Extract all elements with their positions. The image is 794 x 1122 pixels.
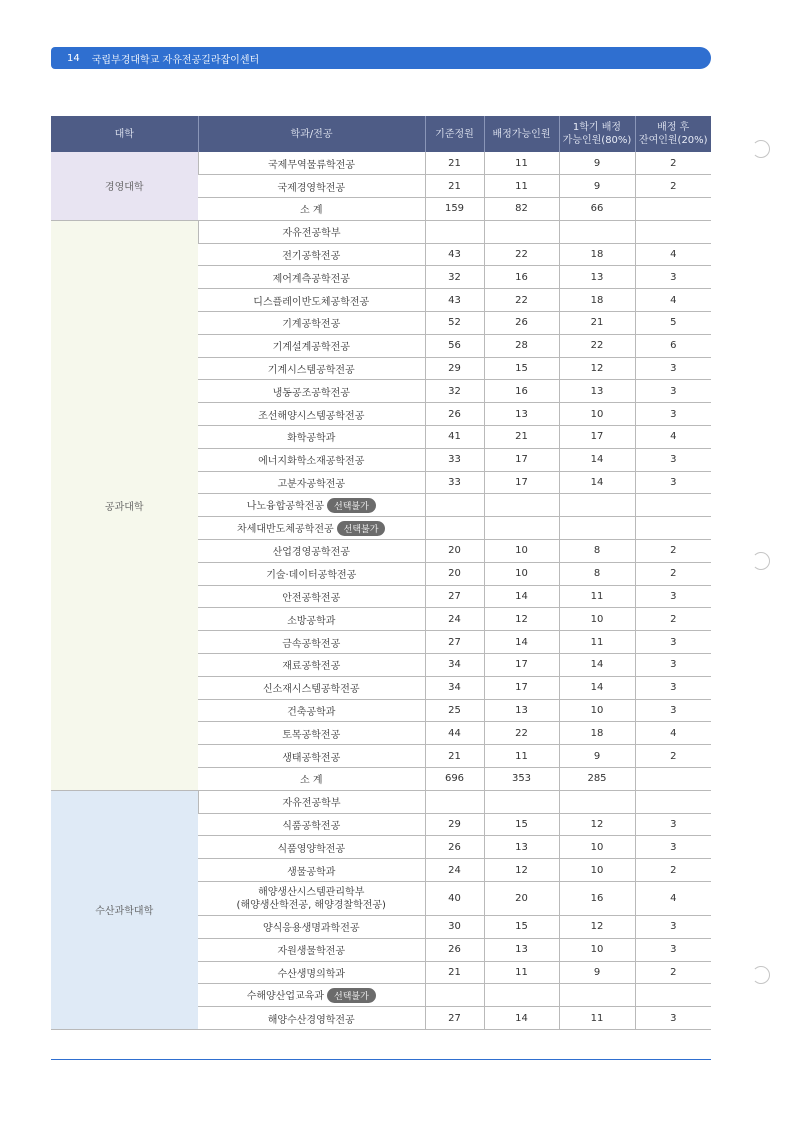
first-semester-cell: 12 [559,916,635,939]
page-header-bar [51,47,711,69]
remaining-cell: 3 [635,631,711,654]
table-row [51,152,711,175]
quota-cell: 56 [425,334,484,357]
dept-cell [198,494,425,517]
dept-name: 신소재시스템공학전공 [262,684,360,696]
assignable-cell: 14 [484,585,559,608]
quota-cell [425,790,484,813]
first-semester-cell [559,517,635,540]
table-row [51,220,711,243]
dept-name: 건축공학과 [287,707,336,719]
remaining-cell: 3 [635,357,711,380]
binder-hole-bottom [752,966,770,984]
assignable-cell: 13 [484,699,559,722]
quota-cell: 21 [425,961,484,984]
dept-cell [198,198,425,221]
dept-cell [198,768,425,791]
remaining-cell: 2 [635,175,711,198]
quota-cell: 27 [425,585,484,608]
quota-cell: 41 [425,426,484,449]
assignable-cell: 11 [484,745,559,768]
dept-cell [198,984,425,1007]
first-semester-cell: 11 [559,585,635,608]
remaining-cell: 2 [635,562,711,585]
remaining-cell: 4 [635,243,711,266]
dept-cell [198,961,425,984]
first-semester-cell: 18 [559,722,635,745]
assignable-cell: 17 [484,654,559,677]
assignable-cell: 14 [484,631,559,654]
quota-cell: 27 [425,631,484,654]
table-row [51,790,711,813]
remaining-cell [635,517,711,540]
quota-cell: 25 [425,699,484,722]
header-title: 국립부경대학교 자유전공길라잡이센터 [91,54,260,66]
remaining-cell: 3 [635,266,711,289]
remaining-cell: 2 [635,745,711,768]
dept-name: 에너지화학소재공학전공 [258,456,365,468]
assignable-cell: 21 [484,426,559,449]
assignable-cell [484,517,559,540]
first-semester-cell: 285 [559,768,635,791]
dept-cell [198,243,425,266]
first-semester-cell: 12 [559,357,635,380]
first-semester-cell: 66 [559,198,635,221]
remaining-cell: 3 [635,654,711,677]
dept-cell [198,722,425,745]
footer-divider [51,1059,711,1060]
assignable-cell: 13 [484,403,559,426]
quota-cell: 34 [425,676,484,699]
assignable-cell: 22 [484,243,559,266]
unavailable-badge: 선택불가 [327,498,376,513]
column-header: 대학 [51,116,198,152]
assignable-cell: 10 [484,562,559,585]
dept-name: 디스플레이반도체공학전공 [253,296,370,308]
dept-name: 자원생물학전공 [277,946,346,958]
dept-name: 기계설계공학전공 [272,342,350,354]
first-semester-cell: 10 [559,608,635,631]
first-semester-cell: 16 [559,882,635,916]
dept-name: 식품공학전공 [282,821,341,832]
dept-name: 조선해양시스템공학전공 [258,410,365,422]
table-body [51,152,711,1029]
dept-cell [198,540,425,563]
dept-cell [198,938,425,961]
dept-cell [198,608,425,631]
first-semester-cell: 22 [559,334,635,357]
quota-cell: 20 [425,540,484,563]
quota-cell [425,984,484,1007]
dept-cell [198,859,425,882]
quota-cell: 24 [425,859,484,882]
dept-cell [198,175,425,198]
remaining-cell: 2 [635,608,711,631]
first-semester-cell: 10 [559,836,635,859]
assignable-cell: 17 [484,676,559,699]
dept-cell [198,882,425,916]
dept-cell [198,471,425,494]
first-semester-cell: 18 [559,243,635,266]
first-semester-cell [559,984,635,1007]
first-semester-cell: 21 [559,312,635,335]
first-semester-cell: 8 [559,540,635,563]
assignable-cell: 15 [484,357,559,380]
assignable-cell: 22 [484,722,559,745]
quota-cell: 43 [425,289,484,312]
dept-name: 자유전공학부 [282,228,341,240]
dept-name: 수산생명의학과 [277,968,346,980]
first-semester-cell: 10 [559,403,635,426]
assignable-cell [484,494,559,517]
college-cell: 공과대학 [51,220,198,790]
quota-cell: 696 [425,768,484,791]
first-semester-cell: 14 [559,676,635,699]
dept-cell [198,220,425,243]
dept-name: 산업경영공학전공 [272,547,350,559]
college-cell: 수산과학대학 [51,790,198,1029]
dept-name: 제어계측공학전공 [272,273,350,285]
assignable-cell: 12 [484,608,559,631]
dept-cell [198,152,425,175]
first-semester-cell: 13 [559,380,635,403]
college-cell: 경영대학 [51,152,198,220]
assignable-cell: 82 [484,198,559,221]
dept-name: 기계공학전공 [282,319,341,331]
dept-name: 소방공학과 [287,615,336,627]
remaining-cell: 4 [635,289,711,312]
dept-name: 안전공학전공 [282,593,341,605]
dept-cell [198,699,425,722]
assignable-cell: 26 [484,312,559,335]
quota-cell: 21 [425,175,484,198]
assignable-cell: 15 [484,916,559,939]
remaining-cell: 2 [635,961,711,984]
assignable-cell: 17 [484,448,559,471]
quota-cell: 159 [425,198,484,221]
first-semester-cell: 12 [559,813,635,836]
quota-cell: 21 [425,152,484,175]
column-header: 배정 후 잔여인원(20%) [635,116,711,152]
dept-cell [198,426,425,449]
quota-cell: 24 [425,608,484,631]
remaining-cell: 2 [635,152,711,175]
dept-name: 고분자공학전공 [277,479,346,491]
remaining-cell: 3 [635,916,711,939]
quota-cell: 21 [425,745,484,768]
remaining-cell [635,494,711,517]
first-semester-cell: 11 [559,631,635,654]
dept-name: 국제무역물류학전공 [268,159,355,171]
assignable-cell: 16 [484,266,559,289]
dept-name: 생물공학과 [287,866,336,878]
quota-cell: 33 [425,448,484,471]
binder-hole-top [752,140,770,158]
quota-cell: 52 [425,312,484,335]
first-semester-cell [559,220,635,243]
dept-cell [198,585,425,608]
table-header-row [51,116,711,152]
dept-cell [198,745,425,768]
quota-cell: 30 [425,916,484,939]
quota-cell: 29 [425,813,484,836]
dept-cell [198,676,425,699]
first-semester-cell: 9 [559,152,635,175]
dept-name: 국제경영학전공 [277,182,346,194]
dept-name: 금속공학전공 [282,638,341,650]
remaining-cell: 2 [635,859,711,882]
column-header: 학과/전공 [198,116,425,152]
dept-cell [198,312,425,335]
remaining-cell [635,198,711,221]
first-semester-cell: 14 [559,471,635,494]
dept-name: 소 계 [300,205,323,217]
quota-cell: 43 [425,243,484,266]
assignable-cell: 13 [484,938,559,961]
first-semester-cell: 11 [559,1007,635,1030]
dept-name: 생태공학전공 [282,752,341,764]
first-semester-cell: 13 [559,266,635,289]
dept-cell [198,517,425,540]
assignable-cell: 17 [484,471,559,494]
assignable-cell: 20 [484,882,559,916]
dept-cell [198,289,425,312]
dept-name: 소 계 [300,775,323,787]
quota-cell: 34 [425,654,484,677]
quota-cell: 40 [425,882,484,916]
dept-name: 기술·데이터공학전공 [266,570,357,582]
dept-cell [198,403,425,426]
dept-cell [198,631,425,654]
quota-cell: 27 [425,1007,484,1030]
column-header: 1학기 배정 가능인원(80%) [559,116,635,152]
remaining-cell: 4 [635,426,711,449]
remaining-cell: 3 [635,813,711,836]
dept-cell [198,790,425,813]
dept-cell [198,266,425,289]
assignable-cell: 353 [484,768,559,791]
dept-name: 나노융합공학전공 [246,501,324,513]
allocation-table [51,116,711,1030]
assignable-cell: 22 [484,289,559,312]
first-semester-cell: 14 [559,448,635,471]
quota-cell: 20 [425,562,484,585]
dept-cell [198,916,425,939]
dept-name: 토목공학전공 [282,729,341,741]
remaining-cell [635,220,711,243]
quota-cell [425,220,484,243]
remaining-cell: 5 [635,312,711,335]
assignable-cell: 11 [484,961,559,984]
dept-cell [198,813,425,836]
remaining-cell: 4 [635,722,711,745]
first-semester-cell: 9 [559,961,635,984]
dept-name: 재료공학전공 [282,661,341,673]
remaining-cell: 3 [635,699,711,722]
remaining-cell [635,790,711,813]
remaining-cell: 3 [635,938,711,961]
dept-cell [198,836,425,859]
quota-cell: 29 [425,357,484,380]
dept-name: 냉동공조공학전공 [272,387,350,399]
first-semester-cell: 9 [559,175,635,198]
assignable-cell: 16 [484,380,559,403]
dept-name: 수해양산업교육과 [246,991,324,1003]
quota-cell: 32 [425,380,484,403]
quota-cell: 33 [425,471,484,494]
dept-cell [198,654,425,677]
quota-cell: 44 [425,722,484,745]
first-semester-cell: 8 [559,562,635,585]
first-semester-cell: 14 [559,654,635,677]
column-header: 배정가능인원 [484,116,559,152]
assignable-cell [484,984,559,1007]
remaining-cell: 3 [635,836,711,859]
dept-name: 양식응용생명과학전공 [262,923,360,935]
assignable-cell: 11 [484,152,559,175]
remaining-cell: 3 [635,585,711,608]
binder-hole-middle [752,552,770,570]
column-header: 기준정원 [425,116,484,152]
assignable-cell: 11 [484,175,559,198]
remaining-cell: 3 [635,1007,711,1030]
unavailable-badge: 선택불가 [337,521,386,536]
dept-name: 식품영양학전공 [277,843,346,855]
remaining-cell: 2 [635,540,711,563]
dept-name: 해양수산경영학전공 [267,1014,355,1026]
assignable-cell: 15 [484,813,559,836]
dept-name: 해양생산시스템관리학부 (해양생산학전공, 해양경찰학전공) [236,886,386,911]
first-semester-cell: 10 [559,699,635,722]
dept-cell [198,562,425,585]
remaining-cell: 6 [635,334,711,357]
first-semester-cell [559,494,635,517]
remaining-cell: 3 [635,403,711,426]
remaining-cell: 3 [635,380,711,403]
first-semester-cell: 17 [559,426,635,449]
assignable-cell: 12 [484,859,559,882]
remaining-cell [635,768,711,791]
first-semester-cell: 18 [559,289,635,312]
assignable-cell: 28 [484,334,559,357]
assignable-cell: 10 [484,540,559,563]
quota-cell: 32 [425,266,484,289]
quota-cell [425,494,484,517]
first-semester-cell: 10 [559,859,635,882]
quota-cell: 26 [425,938,484,961]
dept-name: 자유전공학부 [282,798,341,810]
remaining-cell [635,984,711,1007]
dept-cell [198,380,425,403]
assignable-cell [484,220,559,243]
quota-cell [425,517,484,540]
dept-name: 화학공학과 [287,433,336,445]
quota-cell: 26 [425,403,484,426]
dept-cell [198,334,425,357]
first-semester-cell [559,790,635,813]
first-semester-cell: 10 [559,938,635,961]
dept-cell [198,448,425,471]
dept-cell [198,1007,425,1030]
remaining-cell: 3 [635,676,711,699]
remaining-cell: 3 [635,471,711,494]
remaining-cell: 4 [635,882,711,916]
first-semester-cell: 9 [559,745,635,768]
assignable-cell [484,790,559,813]
assignable-cell: 13 [484,836,559,859]
dept-cell [198,357,425,380]
quota-cell: 26 [425,836,484,859]
unavailable-badge: 선택불가 [327,988,376,1003]
dept-name: 전기공학전공 [282,251,341,263]
dept-name: 차세대반도체공학전공 [237,524,334,536]
assignable-cell: 14 [484,1007,559,1030]
page-number: 14 [67,52,80,64]
dept-name: 기계시스템공학전공 [267,365,355,377]
remaining-cell: 3 [635,448,711,471]
